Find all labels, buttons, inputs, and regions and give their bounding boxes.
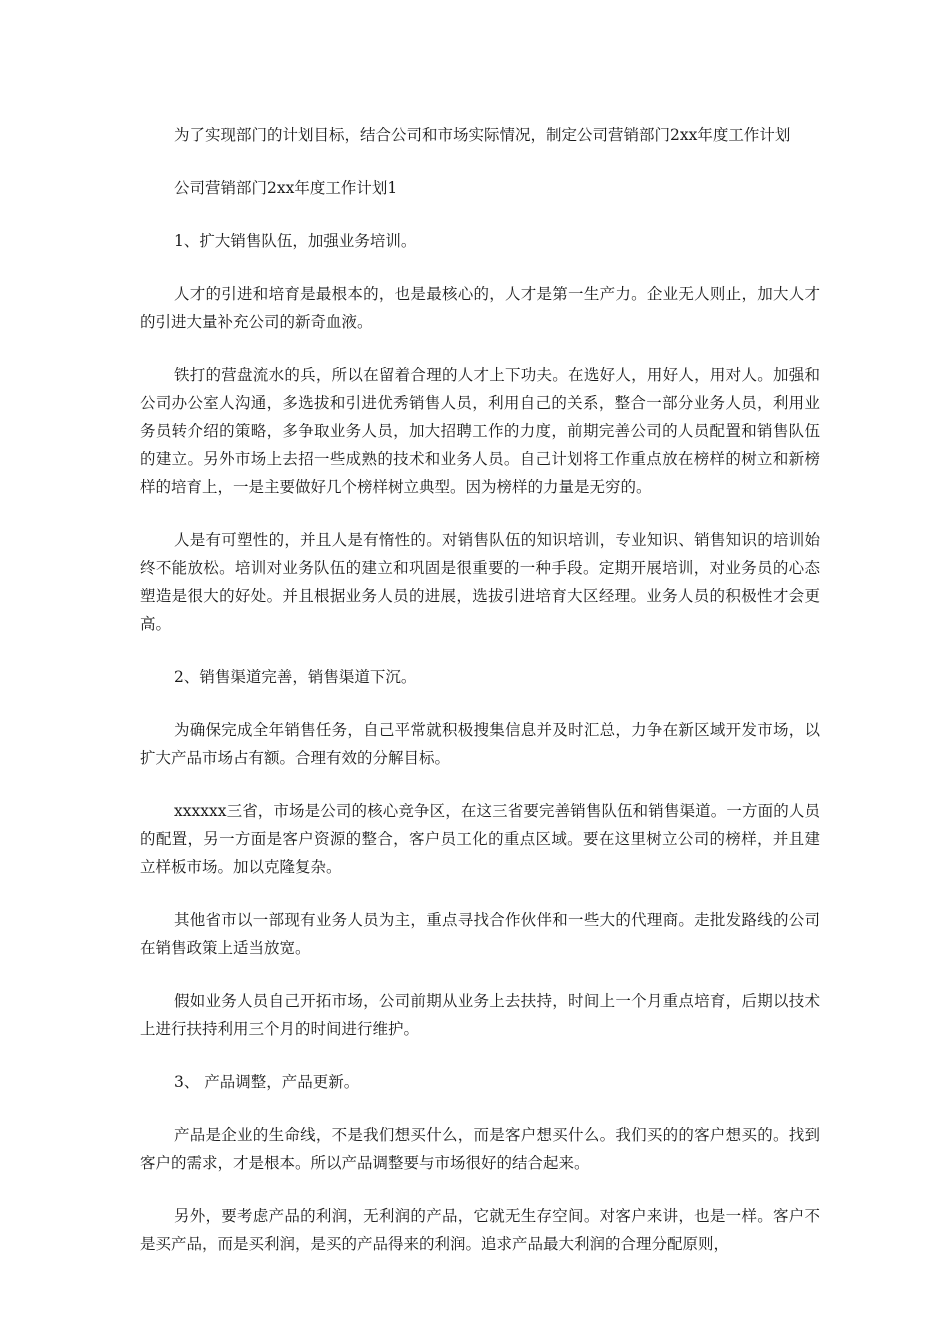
section-heading-3: 3、 产品调整，产品更新。 (174, 1073, 360, 1091)
section-heading-1: 1、扩大销售队伍，加强业务培训。 (174, 232, 417, 250)
body-paragraph: 人才的引进和培育是最根本的，也是最核心的，人才是第一生产力。企业无人则止，加大人才的引进大量补充公司的新奇血液。 (140, 285, 820, 331)
document-subtitle: 公司营销部门2xx年度工作计划1 (174, 179, 398, 197)
body-paragraph: 铁打的营盘流水的兵，所以在留着合理的人才上下功夫。在选好人，用好人，用对人。加强和公司办公室人沟通，多选拔和引进优秀销售人员，利用自己的关系，整合一部分业务人员，利用业务员转介绍的策略，多争取业务人员，加大招聘工作的力度，前期完善公司的人员配置和销售队伍的建立。另外市场上去招一些成熟的技术和业务人员。自己计划将工作重点放在榜样的树立和新榜样的培育上，一是主要做好几个榜样树立典型。因为榜样的力量是无穷的。 (140, 366, 820, 496)
body-paragraph: 人是有可塑性的，并且人是有惰性的。对销售队伍的知识培训，专业知识、销售知识的培训始终不能放松。培训对业务队伍的建立和巩固是很重要的一种手段。定期开展培训，对业务员的心态塑造是很大的好处。并且根据业务人员的进展，选拔引进培育大区经理。业务人员的积极性才会更高。 (140, 531, 820, 633)
intro-paragraph: 为了实现部门的计划目标，结合公司和市场实际情况，制定公司营销部门2xx年度工作计划 (174, 126, 791, 144)
body-paragraph: 为确保完成全年销售任务，自己平常就积极搜集信息并及时汇总，力争在新区域开发市场，以扩大产品市场占有额。合理有效的分解目标。 (140, 721, 820, 767)
body-paragraph: 另外，要考虑产品的利润，无利润的产品，它就无生存空间。对客户来讲，也是一样。客户不是买产品，而是买利润，是买的产品得来的利润。追求产品最大利润的合理分配原则， (140, 1207, 820, 1253)
body-paragraph: xxxxxx三省，市场是公司的核心竞争区，在这三省要完善销售队伍和销售渠道。一方面的人员的配置，另一方面是客户资源的整合，客户员工化的重点区域。要在这里树立公司的榜样，并且建立样板市场。加以克隆复杂。 (140, 802, 820, 876)
body-paragraph: 假如业务人员自己开拓市场，公司前期从业务上去扶持，时间上一个月重点培育，后期以技术上进行扶持利用三个月的时间进行维护。 (140, 992, 820, 1038)
document-page (140, 121, 820, 1283)
section-heading-2: 2、销售渠道完善，销售渠道下沉。 (174, 668, 417, 686)
body-paragraph: 其他省市以一部现有业务人员为主，重点寻找合作伙伴和一些大的代理商。走批发路线的公司在销售政策上适当放宽。 (140, 911, 820, 957)
body-paragraph: 产品是企业的生命线，不是我们想买什么，而是客户想买什么。我们买的的客户想买的。找到客户的需求，才是根本。所以产品调整要与市场很好的结合起来。 (140, 1126, 820, 1172)
